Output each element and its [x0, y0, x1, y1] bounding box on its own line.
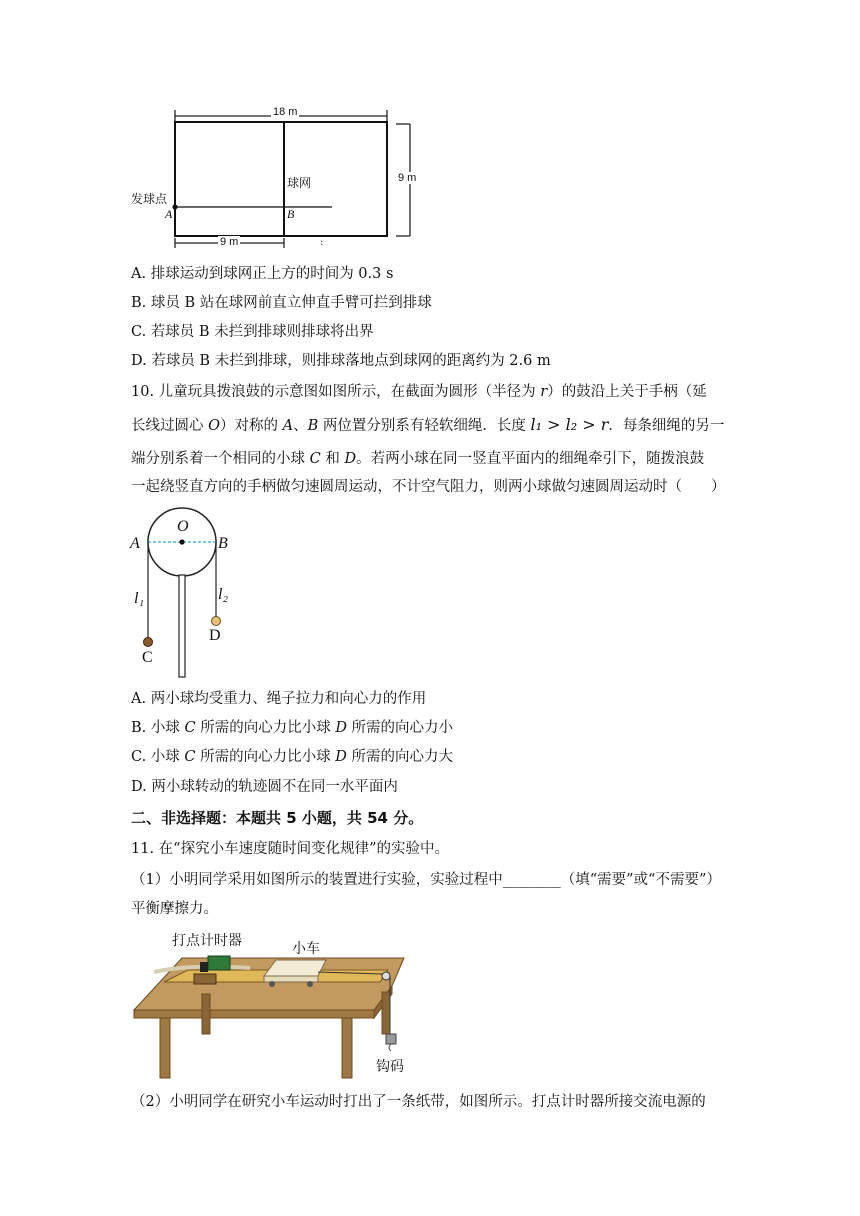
q10-option-d: D. 两小球转动的轨迹圆不在同一水平面内: [131, 779, 398, 795]
court-diagram: [130, 104, 420, 260]
ball-c-label: C: [142, 649, 153, 666]
section-2-heading: 二、非选择题：本题共 5 小题，共 54 分。: [131, 809, 424, 827]
drum-point-b: B: [218, 535, 228, 552]
q9-option-b: B. 球员 B 站在球网前直立伸直手臂可拦到排球: [131, 295, 432, 311]
court-width-label: 18 m: [273, 106, 298, 118]
q11-part1-line1: （1）小明同学采用如图所示的装置进行实验，实验过程中________（填“需要”或“不需要”）: [131, 872, 721, 888]
q10-line-3: 端分别系着一个相同的小球 C 和 D。若两小球在同一竖直平面内的细绳牵引下，随拨浪鼓: [131, 451, 705, 467]
q10-option-b: B. 小球 C 所需的向心力比小球 D 所需的向心力小: [131, 720, 454, 736]
q9-option-c: C. 若球员 B 未拦到排球则排球将出界: [131, 324, 374, 340]
q10-option-a: A. 两小球均受重力、绳子拉力和向心力的作用: [131, 691, 427, 707]
weight-label: 钩码: [376, 1058, 404, 1074]
q9-option-d: D. 若球员 B 未拦到排球，则排球落地点到球网的距离约为 2.6 m: [131, 353, 551, 369]
net-label: 球网: [287, 176, 312, 190]
serve-point-label: 发球点: [131, 192, 168, 206]
string-l2-label: l₂: [218, 586, 229, 603]
string-l1-label: l₁: [134, 590, 145, 607]
q11-part1-line2: 平衡摩擦力。: [131, 901, 218, 917]
q10-line-4: 一起绕竖直方向的手柄做匀速圆周运动，不计空气阻力，则两小球做匀速圆周运动时（ ）: [131, 479, 726, 495]
court-height-label: 9 m: [398, 172, 417, 184]
cart-label: 小车: [292, 940, 320, 956]
q10-line-2: 长线过圆心 O）对称的 A、B 两位置分别系有轻软细绳．长度 l₁ > l₂ > r．每条细绳的另一: [131, 415, 725, 434]
q10-option-c: C. 小球 C 所需的向心力比小球 D 所需的向心力大: [131, 749, 453, 765]
ball-d-label: D: [209, 627, 221, 644]
q11-part2-line1: （2）小明同学在研究小车运动时打出了一条纸带，如图所示。打点计时器所接交流电源的: [131, 1094, 706, 1110]
point-a-label: A: [165, 207, 173, 221]
timer-label: 打点计时器: [172, 932, 242, 948]
drum-point-a: A: [130, 535, 140, 552]
svg-text::: :: [320, 237, 324, 248]
court-bottom-label: 9 m: [220, 236, 239, 248]
q11-intro: 11. 在“探究小车速度随时间变化规律”的实验中。: [131, 841, 449, 857]
drum-center-o: O: [177, 518, 189, 535]
apparatus-diagram: [130, 930, 415, 1080]
point-b-label: B: [287, 207, 295, 221]
q9-option-a: A. 排球运动到球网正上方的时间为 0.3 s: [131, 266, 394, 282]
q10-line-1: 10. 儿童玩具拨浪鼓的示意图如图所示，在截面为圆形（半径为 r）的鼓沿上关于手柄（延: [131, 384, 707, 400]
